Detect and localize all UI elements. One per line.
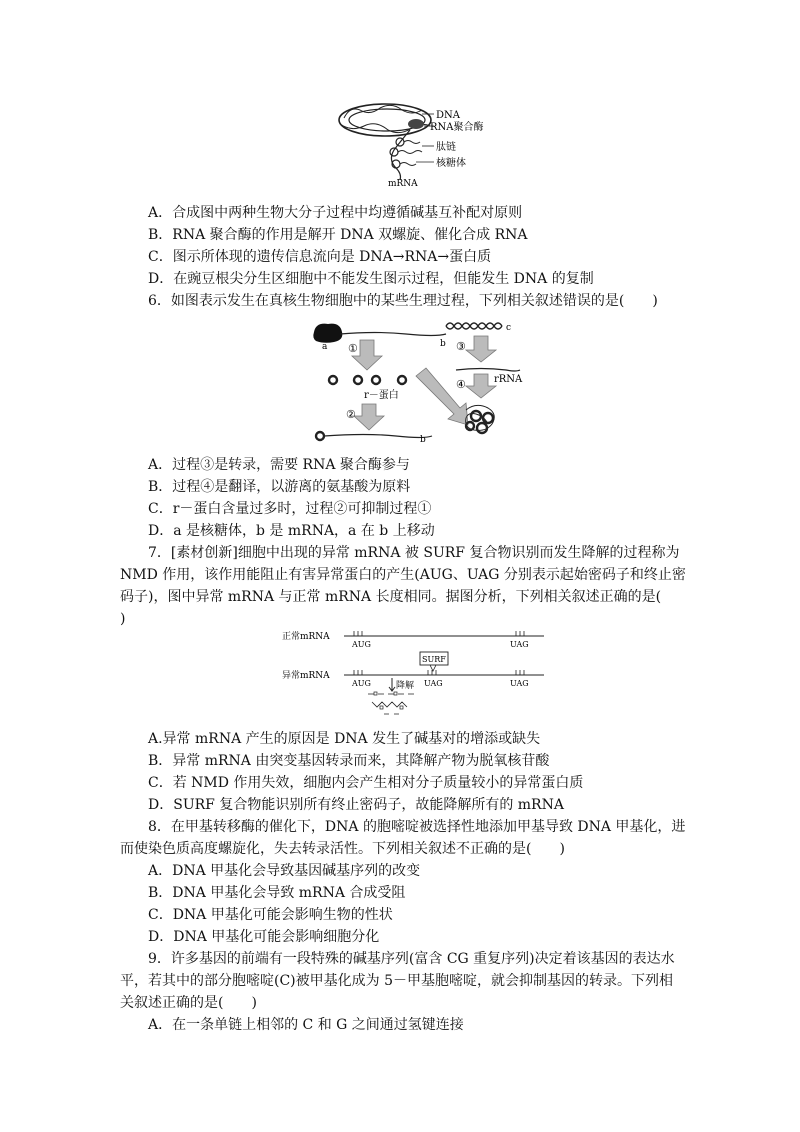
q7-stem-line-4: ) [120, 611, 126, 627]
label-process-4: ④ [456, 378, 466, 391]
q7-stem-line-1: 7．[素材创新]细胞中出现的异常 mRNA 被 SURF 复合物识别而发生降解的过程称为 [148, 545, 680, 561]
label-uag-abnormal-end: UAG [510, 679, 529, 688]
label-ribosome: 核糖体 [436, 158, 466, 169]
label-process-1: ① [348, 342, 358, 355]
q8-option-b: B．DNA 甲基化会导致 mRNA 合成受阻 [148, 885, 406, 901]
label-c: c [506, 323, 512, 333]
q7-stem-line-2: NMD 作用，该作用能阻止有害异常蛋白的产生(AUG、UAG 分别表示起始密码子和终止密 [120, 567, 686, 583]
label-process-2: ② [346, 408, 356, 421]
label-dna: DNA [436, 110, 460, 121]
q5-option-d: D．在豌豆根尖分生区细胞中不能发生图示过程，但能发生 DNA 的复制 [148, 271, 594, 287]
arrow-process-4 [466, 374, 496, 398]
label-process-3: ③ [456, 340, 466, 353]
q9-option-a: A．在一条单链上相邻的 C 和 G 之间通过氢键连接 [148, 1017, 464, 1033]
q8-option-d: D．DNA 甲基化可能会影响细胞分化 [148, 929, 380, 945]
q5-option-b: B．RNA 聚合酶的作用是解开 DNA 双螺旋、催化合成 RNA [148, 227, 528, 243]
figure-transcription-translation [330, 98, 500, 190]
q8-stem-line-2: 而使染色质高度螺旋化，失去转录活性。下列相关叙述不正确的是( ) [120, 841, 565, 857]
arrow-process-2 [354, 404, 384, 430]
label-aug-normal: AUG [352, 640, 371, 649]
q9-stem-line-2: 平，若其中的部分胞嘧啶(C)被甲基化成为 5－甲基胞嘧啶，就会抑制基因的转录。下列相 [120, 973, 673, 989]
q6-option-c: C．r－蛋白含量过多时，过程②可抑制过程① [148, 501, 432, 517]
ribosome-assembly [471, 411, 481, 421]
mrna-b-bottom [324, 435, 432, 438]
rna-polymerase-shape [408, 119, 424, 129]
arrow-process-3 [466, 336, 496, 362]
q6-option-d: D．a 是核糖体，b 是 mRNA，a 在 b 上移动 [148, 523, 435, 539]
label-b-top: b [440, 339, 446, 349]
q9-stem-line-3: 关叙述正确的是( ) [120, 995, 257, 1011]
label-surf: SURF [422, 655, 446, 664]
label-degrade: 降解 [396, 681, 415, 691]
label-rrna: rRNA [494, 374, 523, 385]
label-aug-abnormal: AUG [352, 679, 371, 688]
ribosome-a [313, 324, 342, 343]
q6-stem: 6．如图表示发生在真核生物细胞中的某些生理过程，下列相关叙述错误的是( ) [148, 293, 658, 309]
q8-option-a: A．DNA 甲基化会导致基因碱基序列的改变 [148, 863, 421, 879]
label-normal-mrna: 正常mRNA [282, 632, 330, 642]
label-mrna: mRNA [388, 179, 418, 189]
label-r-protein: r－蛋白 [364, 390, 399, 401]
q8-option-c: C．DNA 甲基化可能会影响生物的性状 [148, 907, 393, 923]
q9-stem-line-1: 9．许多基因的前端有一段特殊的碱基序列(富含 CG 重复序列)决定着该基因的表达水 [148, 951, 675, 967]
label-peptide: 肽链 [436, 142, 456, 153]
mrna-b-top [340, 333, 446, 336]
label-rna-polymerase: RNA聚合酶 [430, 122, 484, 133]
figure-nmd [282, 626, 552, 720]
q7-option-d: D．SURF 复合物能识别所有终止密码子，故能降解所有的 mRNA [148, 797, 564, 813]
q7-option-c: C．若 NMD 作用失效，细胞内会产生相对分子质量较小的异常蛋白质 [148, 775, 584, 791]
q5-option-a: A．合成图中两种生物大分子过程中均遵循碱基互补配对原则 [148, 205, 523, 221]
figure-ribosome-process [306, 318, 546, 450]
q8-stem-line-1: 8．在甲基转移酶的催化下，DNA 的胞嘧啶被选择性地添加甲基导致 DNA 甲基化，进 [148, 819, 686, 835]
q7-option-a: A.异常 mRNA 产生的原因是 DNA 发生了碱基对的增添或缺失 [148, 731, 541, 747]
rrna-strand [456, 369, 520, 372]
r-protein [329, 376, 337, 384]
arrow-diagonal [416, 368, 468, 425]
q6-option-a: A．过程③是转录，需要 RNA 聚合酶参与 [148, 457, 410, 473]
q7-stem-line-3: 码子)，图中异常 mRNA 与正常 mRNA 长度相同。据图分析，下列相关叙述正确的是( [120, 589, 662, 605]
label-uag-abnormal-mid: UAG [424, 679, 443, 688]
label-a: a [322, 342, 328, 352]
q5-option-c: C．图示所体现的遗传信息流向是 DNA→RNA→蛋白质 [148, 249, 492, 265]
q6-option-b: B．过程④是翻译，以游离的氨基酸为原料 [148, 479, 411, 495]
q7-option-b: B．异常 mRNA 由突变基因转录而来，其降解产物为脱氧核苷酸 [148, 753, 550, 769]
label-b-bottom: b [420, 435, 426, 445]
peptide-chain [404, 141, 420, 144]
label-uag-normal: UAG [510, 640, 529, 649]
label-abnormal-mrna: 异常mRNA [282, 671, 330, 681]
